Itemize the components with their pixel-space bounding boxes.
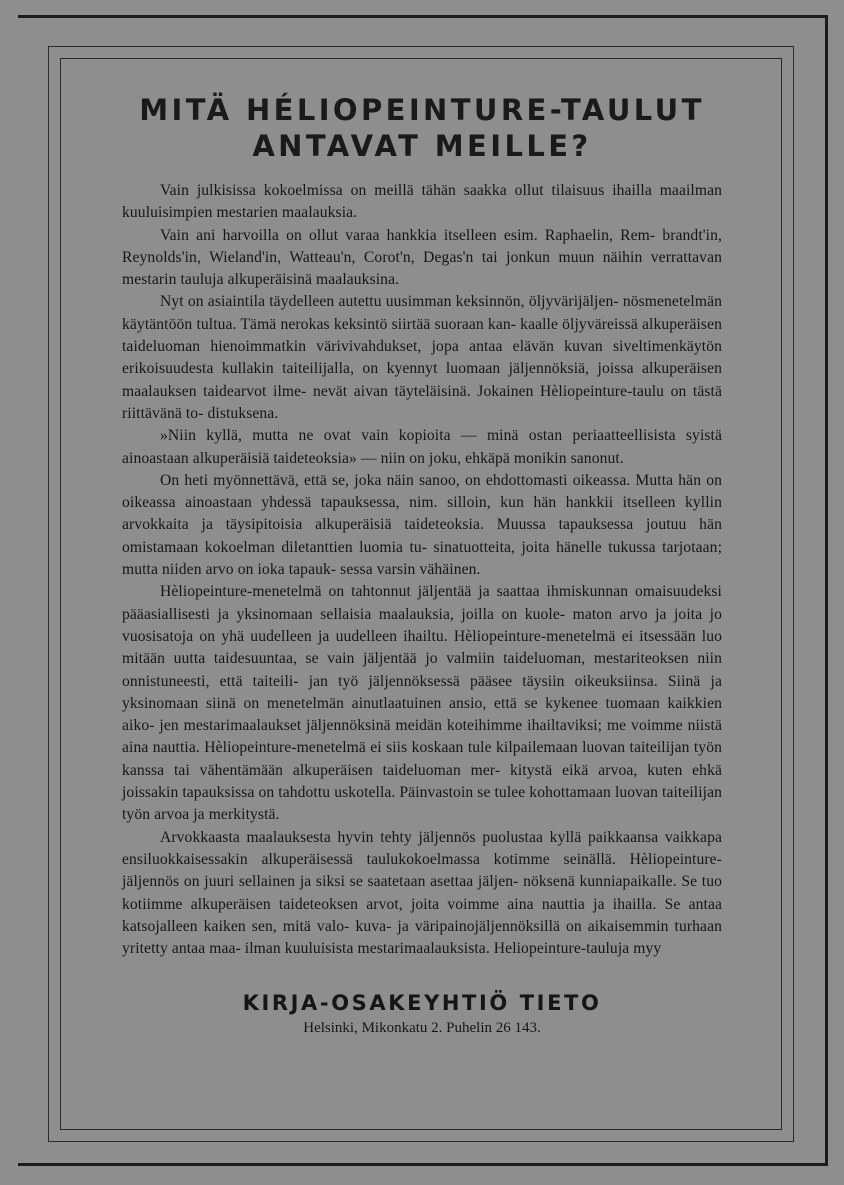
advertisement-content: [122, 92, 722, 1038]
paragraph-4: »Niin kyllä, mutta ne ovat vain kopioita — minä ostan periaatteellisista syistä ainoastaan alkuperäisiä taideteoksia» — niin on joku, ehkäpä monikin sanonut.: [122, 427, 722, 467]
paragraph-2: Vain ani harvoilla on ollut varaa hankkia itselleen esim. Raphaelin, Rem- brandt'in, Reynolds'in, Wieland'in, Watteau'n, Corot'n, Degas'n tai jonkun muun näihin verrattavan mestarin tauluja alkuperäisinä maalauksina.: [122, 226, 722, 289]
paragraph-7: Arvokkaasta maalauksesta hyvin tehty jäljennös puolustaa kyllä paikkaansa vaikkapa ensiluokkaisessakin alkuperäisessä taulukokoelmassa kotimme seinällä. Hèliopeinture-jäljennös on juuri sellainen ja siksi se saatetaan asettaa jäljen- nöksenä kunniapaikalle. Se tuo kotiimme alkuperäisen taideteoksen arvot, joita voimme aina nauttia ja ihailla. Se antaa katsojalleen kaiken sen, mitä valo- kuva- ja väripainojäljennöksillä on aikaisemmin turhaan yritetty antaa maa- ilman kuuluisista mestarimaalauksista. Heliopeinture-tauluja myy: [122, 828, 722, 958]
bottom-thick-rule: [18, 1163, 828, 1166]
paragraph-6: Hèliopeinture-menetelmä on tahtonnut jäljentää ja saattaa ihmiskunnan omaisuudeksi pääasiallisesti ja yksinomaan sellaisia maalauksia, joilla on kuole- maton arvo ja joita jo vuosisatoja on yhä uudelleen ja uudelleen ihailtu. Hèliopeinture-menetelmä ei itsessään luo mitään uutta taidesuuntaa, se vain jäljentää jo valmiin taideluoman, mestariteoksen niin onnistuneesti, että taiteili- jan työ jäljennöksessä pääsee täysiin oikeuksiinsa. Siinä ja yksinomaan siinä on menetelmän ainutlaatuinen ansio, että se kykenee tuomaan kaikkien aiko- jen mestarimaalaukset jäljennöksinä meidän koteihimme ihailtaviksi; me voimme niistä aina nauttia. Hèliopeinture-menetelmä ei siis koskaan tule kilpailemaan luovan taiteilijan työn kanssa tai vähentämään alkuperäisen taideluoman mer- kitystä eikä arvoa, kuten ehkä joissakin tapauksissa on tahdottu uskotella. Päinvastoin se tulee kohottamaan luovan taiteilijan työn arvoa ja merkitystä.: [122, 583, 722, 824]
body-text: [122, 180, 722, 960]
paragraph-3: Nyt on asiaintila täydelleen autettu uusimman keksinnön, öljyvärijäljen- nösmenetelmän käytäntöön tultua. Tämä nerokas keksintö siirtää suoraan kan- kaalle öljyväreissä alkuperäisen taideluoman hienoimmatkin värivivahdukset, jopa antaa elävän kuvan siveltimenkäytön erikoisuudesta kullakin taiteilijalla, on kyennyt luomaan jäljennöksiä, joissa alkuperäisen maalauksen taidearvot ilme- nevät aivan täyteläisinä. Jokainen Hèliopeinture-taulu on tästä riittävänä to- distuksena.: [122, 293, 722, 422]
headline-line-1: MITÄ HÉLIOPEINTURE-TAULUT: [139, 93, 705, 127]
publisher-address: Helsinki, Mikonkatu 2. Puhelin 26 143.: [303, 1020, 541, 1037]
top-thick-rule: [18, 15, 828, 18]
paragraph-5: On heti myönnettävä, että se, joka näin sanoo, on ehdottomasti oikeassa. Mutta hän on oikeassa ainoastaan yhdessä tapauksessa, nim. silloin, kun hän hankkii itselleen kyllin arvokkaita ja täysipitoisia alkuperäisiä taideteoksia. Muussa tapauksessa joutuu hän omistamaan kokoelman diletanttien luomia tu- sinatuotteita, joita hänelle tukussa tarjotaan; mutta niiden arvo on ioka tapauk- sessa varsin vähäinen.: [122, 471, 722, 579]
paragraph-1: Vain julkisissa kokoelmissa on meillä tähän saakka ollut tilaisuus ihailla maailman kuuluisimpien mestarien maalauksia.: [122, 182, 722, 222]
publisher-name: KIRJA-OSAKEYHTIÖ TIETO: [242, 991, 602, 1016]
headline: [122, 92, 722, 164]
headline-line-2: ANTAVAT MEILLE?: [252, 129, 592, 163]
right-thick-rule: [825, 15, 828, 1166]
